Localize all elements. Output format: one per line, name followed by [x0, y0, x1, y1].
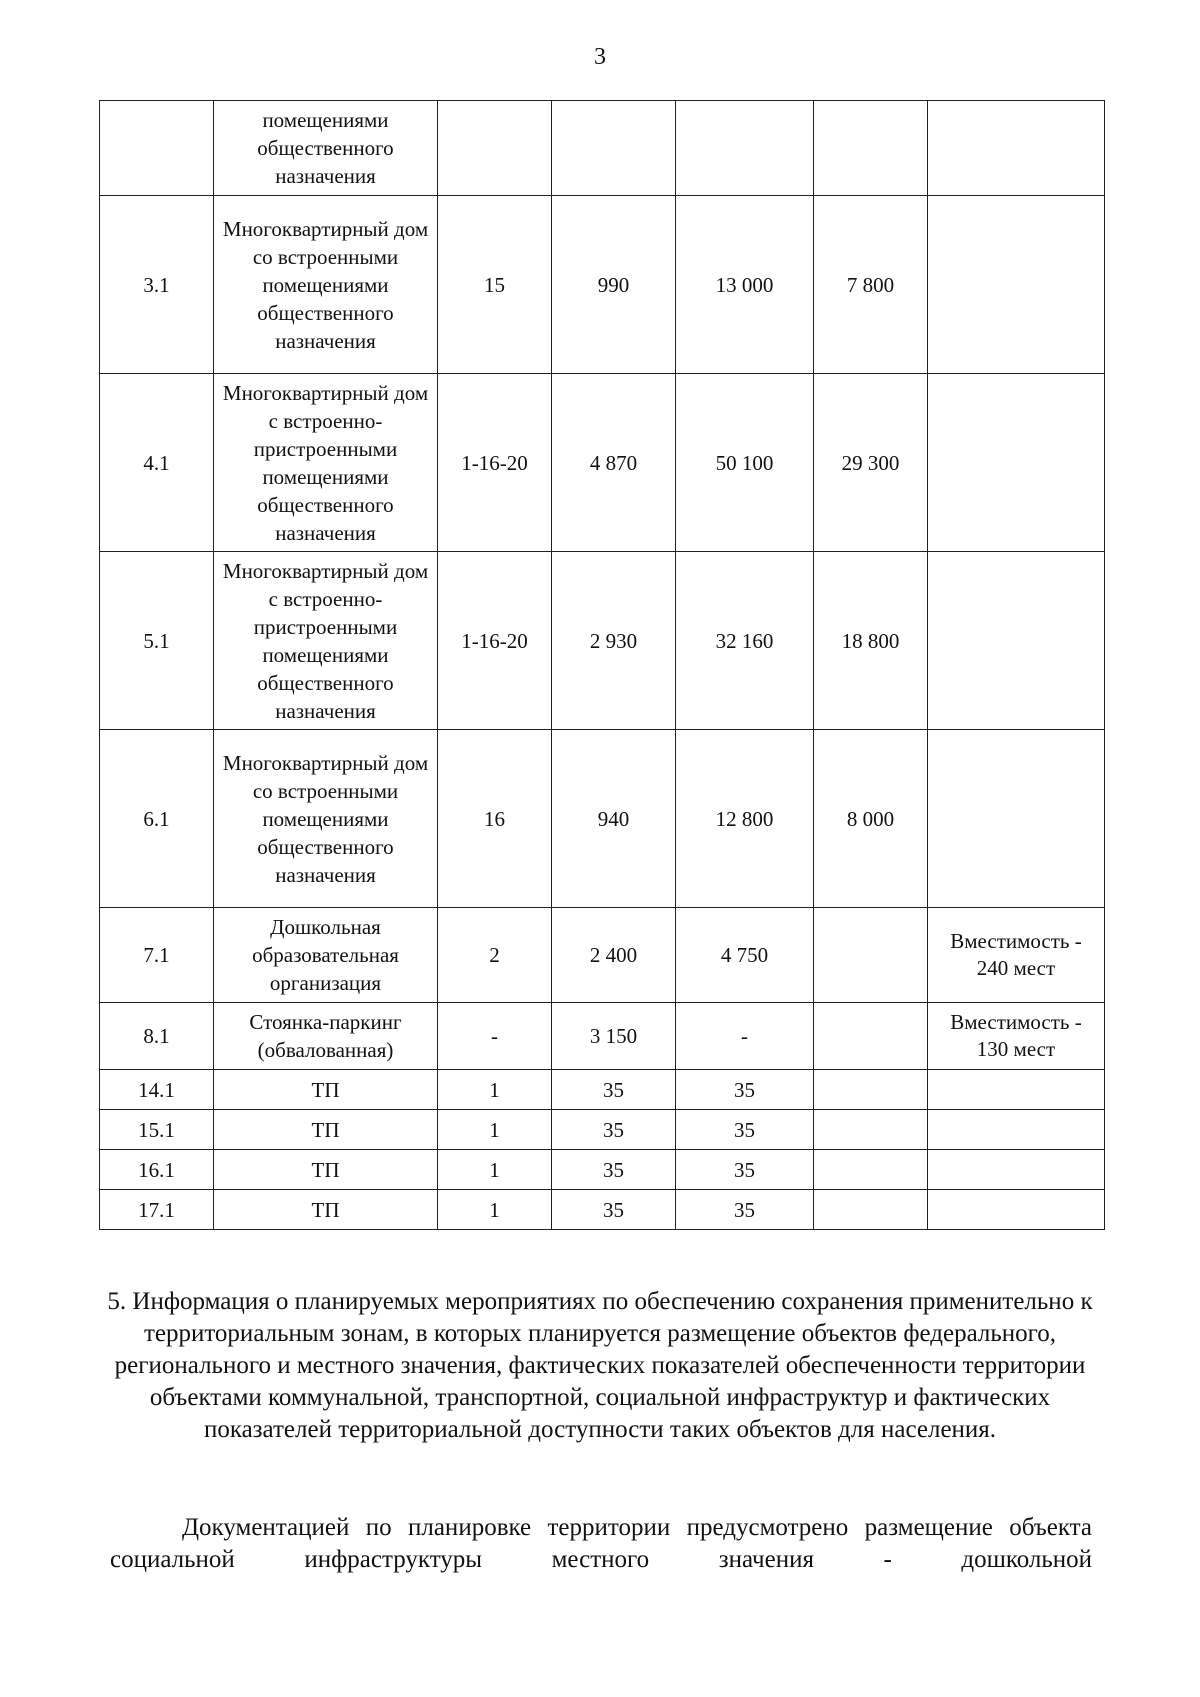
cell-floors: 15: [438, 196, 552, 374]
cell-id: 3.1: [100, 196, 214, 374]
cell-area3: 8 000: [814, 730, 928, 908]
cell-area1: 940: [552, 730, 676, 908]
cell-note: [928, 101, 1105, 196]
cell-name: Дошкольная образовательная организация: [214, 908, 438, 1003]
cell-floors: 1-16-20: [438, 374, 552, 552]
cell-name: Стоянка-паркинг (обвалованная): [214, 1003, 438, 1070]
cell-note: [928, 730, 1105, 908]
cell-id: 17.1: [100, 1190, 214, 1230]
table-row: [100, 552, 1105, 730]
cell-note: [928, 196, 1105, 374]
cell-name: Многоквартирный дом со встроенными помещениями общественного назначения: [214, 196, 438, 374]
cell-area3: 29 300: [814, 374, 928, 552]
cell-name: ТП: [214, 1150, 438, 1190]
cell-id: 4.1: [100, 374, 214, 552]
table-row: [100, 1070, 1105, 1110]
cell-floors: 2: [438, 908, 552, 1003]
cell-note: [928, 1070, 1105, 1110]
cell-area2: 12 800: [676, 730, 814, 908]
cell-area2: 4 750: [676, 908, 814, 1003]
cell-name: ТП: [214, 1110, 438, 1150]
cell-area2: 35: [676, 1190, 814, 1230]
cell-area1: 990: [552, 196, 676, 374]
cell-floors: [438, 101, 552, 196]
cell-floors: 1: [438, 1070, 552, 1110]
cell-name: помещениями общественного назначения: [214, 101, 438, 196]
cell-area1: [552, 101, 676, 196]
cell-area2: 35: [676, 1150, 814, 1190]
cell-floors: 1: [438, 1110, 552, 1150]
cell-area3: [814, 1110, 928, 1150]
cell-area2: 13 000: [676, 196, 814, 374]
table-row: [100, 1190, 1105, 1230]
cell-id: 15.1: [100, 1110, 214, 1150]
cell-id: 5.1: [100, 552, 214, 730]
cell-id: [100, 101, 214, 196]
cell-area3: [814, 1070, 928, 1110]
table-row: [100, 101, 1105, 196]
body-paragraph: Документацией по планировке территории предусмотрено размещение объекта социальной инфраструктуры местного значения - дошкольной: [110, 1514, 1092, 1573]
cell-note: [928, 1150, 1105, 1190]
cell-area3: [814, 1190, 928, 1230]
cell-area2: [676, 101, 814, 196]
table-row: [100, 908, 1105, 1003]
cell-note: Вместимость - 240 мест: [928, 908, 1105, 1003]
cell-note: [928, 1110, 1105, 1150]
cell-area3: [814, 1003, 928, 1070]
section-heading: 5. Информация о планируемых мероприятиях по обеспечению сохранения применительно к территориальным зонам, в которых планируется размещение объектов федерального, регионального и местного значения, фактических показателей обеспеченности территории объектами коммунальной, транспортной, социальной инфраструктур и фактических показателей территориальной доступности таких объектов для населения.: [107, 1288, 1093, 1443]
cell-area1: 2 400: [552, 908, 676, 1003]
cell-floors: 1-16-20: [438, 552, 552, 730]
cell-name: ТП: [214, 1070, 438, 1110]
cell-id: 6.1: [100, 730, 214, 908]
cell-area1: 3 150: [552, 1003, 676, 1070]
cell-id: 16.1: [100, 1150, 214, 1190]
table-row: [100, 196, 1105, 374]
cell-area1: 35: [552, 1190, 676, 1230]
table-body: [100, 101, 1105, 1230]
cell-area3: 7 800: [814, 196, 928, 374]
cell-floors: -: [438, 1003, 552, 1070]
cell-note: [928, 552, 1105, 730]
cell-name: Многоквартирный дом со встроенными помещениями общественного назначения: [214, 730, 438, 908]
cell-name: Многоквартирный дом с встроенно-пристроенными помещениями общественного назначения: [214, 374, 438, 552]
cell-area1: 35: [552, 1150, 676, 1190]
cell-name: Многоквартирный дом с встроенно-пристроенными помещениями общественного назначения: [214, 552, 438, 730]
cell-area3: [814, 1150, 928, 1190]
cell-area1: 35: [552, 1070, 676, 1110]
cell-area1: 2 930: [552, 552, 676, 730]
cell-area3: [814, 101, 928, 196]
cell-floors: 1: [438, 1190, 552, 1230]
table-row: [100, 730, 1105, 908]
table-row: [100, 1150, 1105, 1190]
cell-area2: -: [676, 1003, 814, 1070]
cell-floors: 16: [438, 730, 552, 908]
cell-area2: 50 100: [676, 374, 814, 552]
cell-id: 8.1: [100, 1003, 214, 1070]
cell-area3: 18 800: [814, 552, 928, 730]
cell-id: 7.1: [100, 908, 214, 1003]
cell-floors: 1: [438, 1150, 552, 1190]
cell-note: [928, 374, 1105, 552]
cell-area2: 35: [676, 1070, 814, 1110]
table-row: [100, 1003, 1105, 1070]
cell-note: Вместимость - 130 мест: [928, 1003, 1105, 1070]
objects-table: [99, 100, 1105, 1230]
cell-note: [928, 1190, 1105, 1230]
table-row: [100, 1110, 1105, 1150]
cell-area1: 35: [552, 1110, 676, 1150]
cell-area2: 35: [676, 1110, 814, 1150]
cell-area3: [814, 908, 928, 1003]
page-number: 3: [594, 44, 606, 70]
cell-name: ТП: [214, 1190, 438, 1230]
cell-area2: 32 160: [676, 552, 814, 730]
table-row: [100, 374, 1105, 552]
cell-id: 14.1: [100, 1070, 214, 1110]
cell-area1: 4 870: [552, 374, 676, 552]
